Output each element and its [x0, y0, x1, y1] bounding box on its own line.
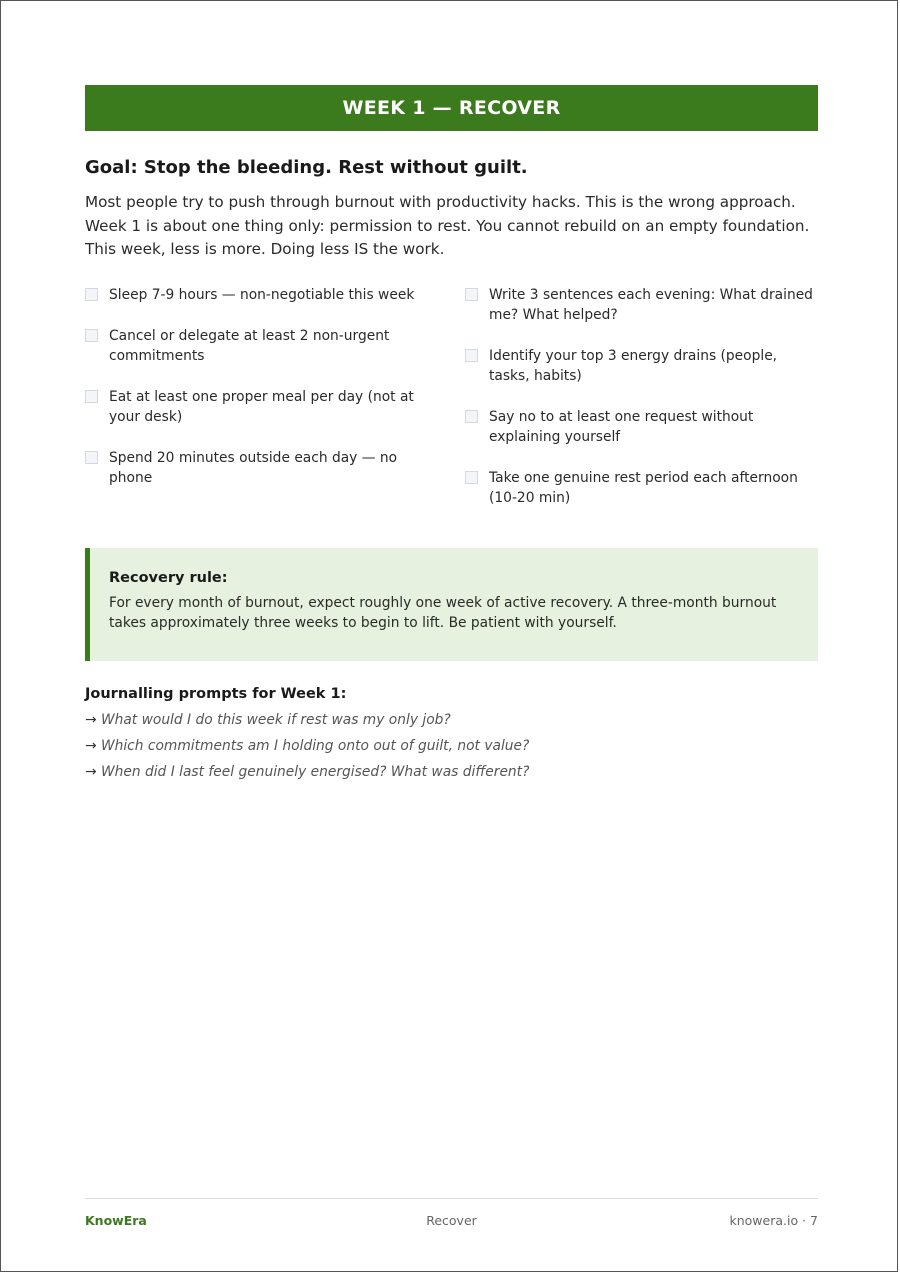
journalling-prompt-text: When did I last feel genuinely energised? What was different?: [100, 764, 530, 780]
footer-brand: KnowEra: [85, 1213, 147, 1228]
journalling-prompt: [85, 707, 818, 733]
checklist-item-label: Identify your top 3 energy drains (people, tasks, habits): [489, 348, 778, 384]
recovery-rule-callout: [85, 548, 818, 661]
checklist-column-left: [85, 285, 437, 509]
checklist-item-label: Cancel or delegate at least 2 non-urgent commitments: [109, 328, 390, 364]
checkbox[interactable]: [465, 288, 478, 301]
journalling-prompt: [85, 759, 818, 785]
journalling-prompt-text: What would I do this week if rest was my only job?: [100, 712, 451, 728]
checkbox[interactable]: [85, 288, 98, 301]
checklist-item: [85, 285, 437, 305]
goal-heading: Goal: Stop the bleeding. Rest without guilt.: [85, 157, 528, 178]
checklist-item-label: Take one genuine rest period each afternoon (10-20 min): [489, 470, 798, 506]
checkbox[interactable]: [85, 451, 98, 464]
journalling-prompt: [85, 733, 818, 759]
checklist-item-label: Eat at least one proper meal per day (not at your desk): [109, 389, 414, 425]
checklist-item-label: Sleep 7-9 hours — non-negotiable this week: [109, 287, 415, 303]
checklist-item: [465, 285, 817, 325]
checklist-item-label: Write 3 sentences each evening: What drained me? What helped?: [489, 287, 813, 323]
checkbox[interactable]: [85, 390, 98, 403]
checkbox[interactable]: [465, 410, 478, 423]
checklist-column-right: [465, 285, 817, 529]
intro-paragraph: Most people try to push through burnout with productivity hacks. This is the wrong approach. Week 1 is about one thing only: permission to rest. You cannot rebuild on an empty foundation. This week, less is more. Doing less IS the work.: [85, 193, 810, 258]
checkbox[interactable]: [465, 471, 478, 484]
page-footer: [85, 1211, 818, 1231]
checklist-item: [465, 468, 817, 508]
arrow-right-icon: →: [85, 712, 97, 728]
checklist-item-label: Spend 20 minutes outside each day — no phone: [109, 450, 398, 486]
checklist-item-label: Say no to at least one request without explaining yourself: [489, 409, 754, 445]
recovery-rule-text: For every month of burnout, expect roughly one week of active recovery. A three-month burnout takes approximately three weeks to begin to lift. Be patient with yourself.: [109, 595, 777, 631]
checklist-item: [85, 387, 437, 427]
checklist-item: [465, 346, 817, 386]
checkbox[interactable]: [85, 329, 98, 342]
footer-section: Recover: [426, 1213, 477, 1228]
journalling-prompts: [85, 684, 818, 785]
checklist-item: [85, 448, 437, 488]
checklist-item: [465, 407, 817, 447]
week-banner: [85, 85, 818, 131]
week-banner-title: WEEK 1 — RECOVER: [342, 97, 561, 119]
checklist-item: [85, 326, 437, 366]
arrow-right-icon: →: [85, 738, 97, 754]
journalling-prompt-text: Which commitments am I holding onto out of guilt, not value?: [100, 738, 530, 754]
checkbox[interactable]: [465, 349, 478, 362]
recovery-rule-title: Recovery rule:: [109, 570, 228, 586]
footer-page-number: knowera.io · 7: [729, 1213, 818, 1228]
footer-divider: [85, 1198, 818, 1199]
arrow-right-icon: →: [85, 764, 97, 780]
journalling-prompts-heading: Journalling prompts for Week 1:: [85, 686, 347, 702]
